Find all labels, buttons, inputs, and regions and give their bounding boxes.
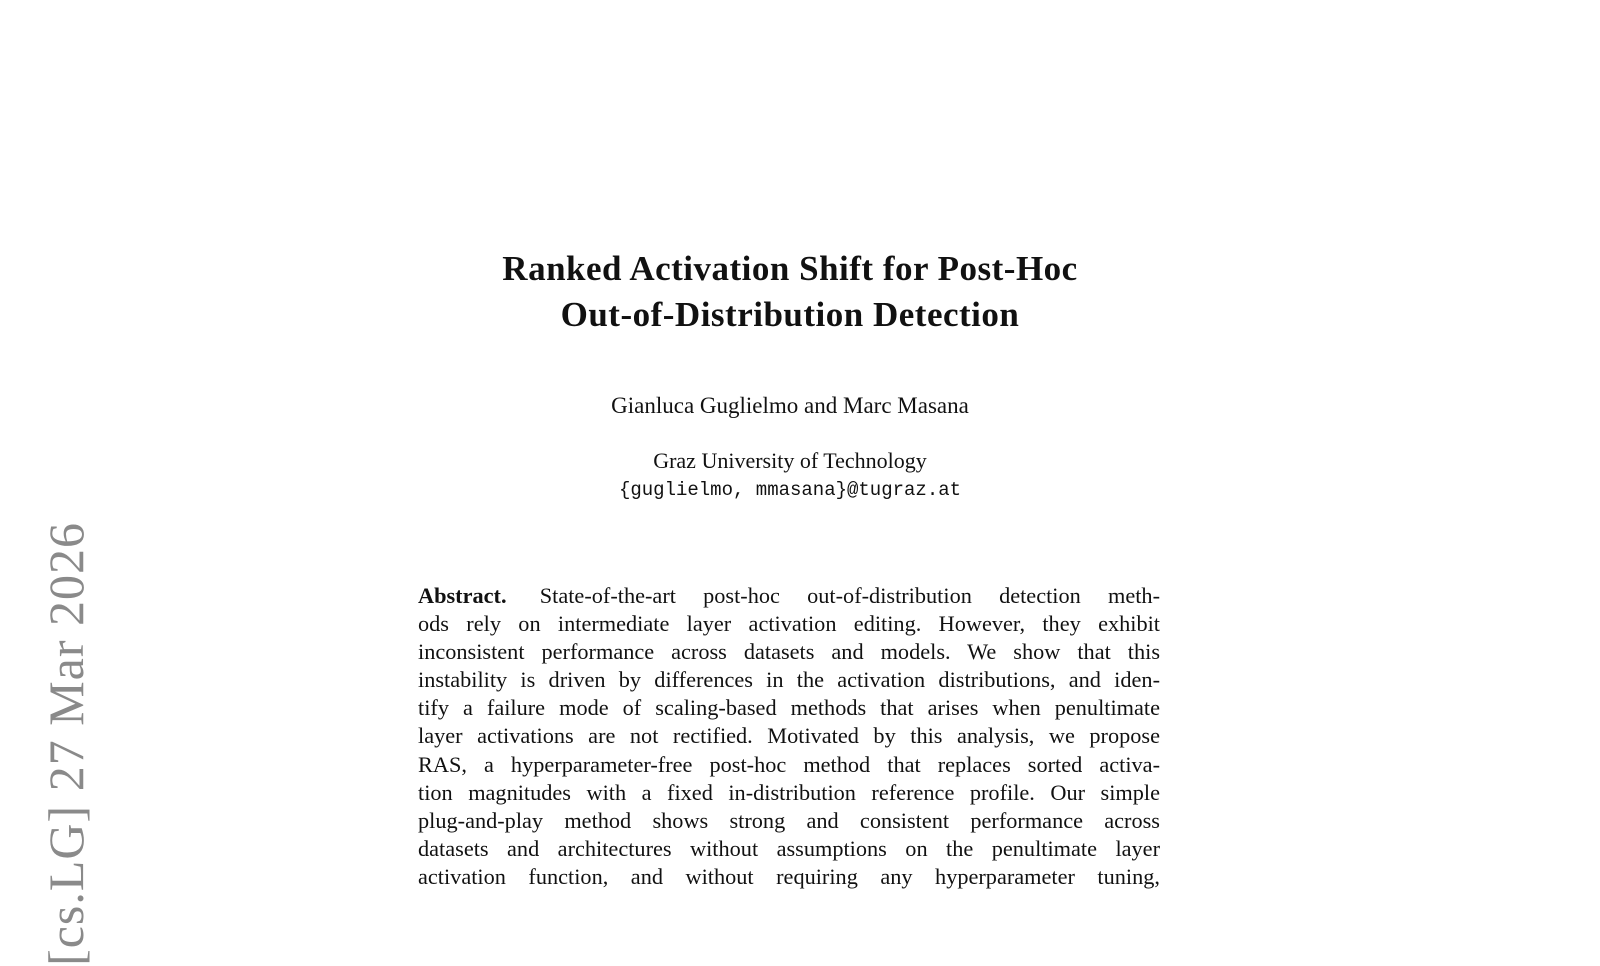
paper-title: [0, 246, 1580, 338]
title-line: Ranked Activation Shift for Post-Hoc: [502, 249, 1078, 288]
abstract-text: State-of-the-art post-hoc out-of-distribution detection meth-: [539, 583, 1160, 608]
abstract-line: tify a failure mode of scaling-based methods that arises when penultimate: [418, 695, 1160, 721]
abstract-heading: Abstract.: [418, 583, 507, 608]
arxiv-side-stamp: [cs.LG] 27 Mar 2026: [38, 522, 94, 966]
abstract-line: tion magnitudes with a fixed in-distribution reference profile. Our simple: [418, 779, 1160, 805]
title-line: Out-of-Distribution Detection: [560, 295, 1020, 334]
abstract-line: activation function, and without requiring any hyperparameter tuning,: [418, 863, 1160, 889]
abstract-line: [418, 582, 1160, 610]
affiliation: Graz University of Technology: [653, 448, 927, 473]
abstract-line: ods rely on intermediate layer activation editing. However, they exhibit: [418, 611, 1160, 637]
abstract-line: instability is driven by differences in the activation distributions, and iden-: [418, 667, 1160, 693]
abstract-line: layer activations are not rectified. Motivated by this analysis, we propose: [418, 723, 1160, 749]
abstract-line: datasets and architectures without assumptions on the penultimate layer: [418, 835, 1160, 861]
abstract-line: plug-and-play method shows strong and consistent performance across: [418, 807, 1160, 833]
abstract: [418, 582, 1160, 891]
abstract-line: RAS, a hyperparameter-free post-hoc method that replaces sorted activa-: [418, 751, 1160, 777]
author-email: {guglielmo, mmasana}@tugraz.at: [618, 479, 962, 501]
authors: Gianluca Guglielmo and Marc Masana: [611, 393, 969, 418]
abstract-line: inconsistent performance across datasets and models. We show that this: [418, 639, 1160, 665]
